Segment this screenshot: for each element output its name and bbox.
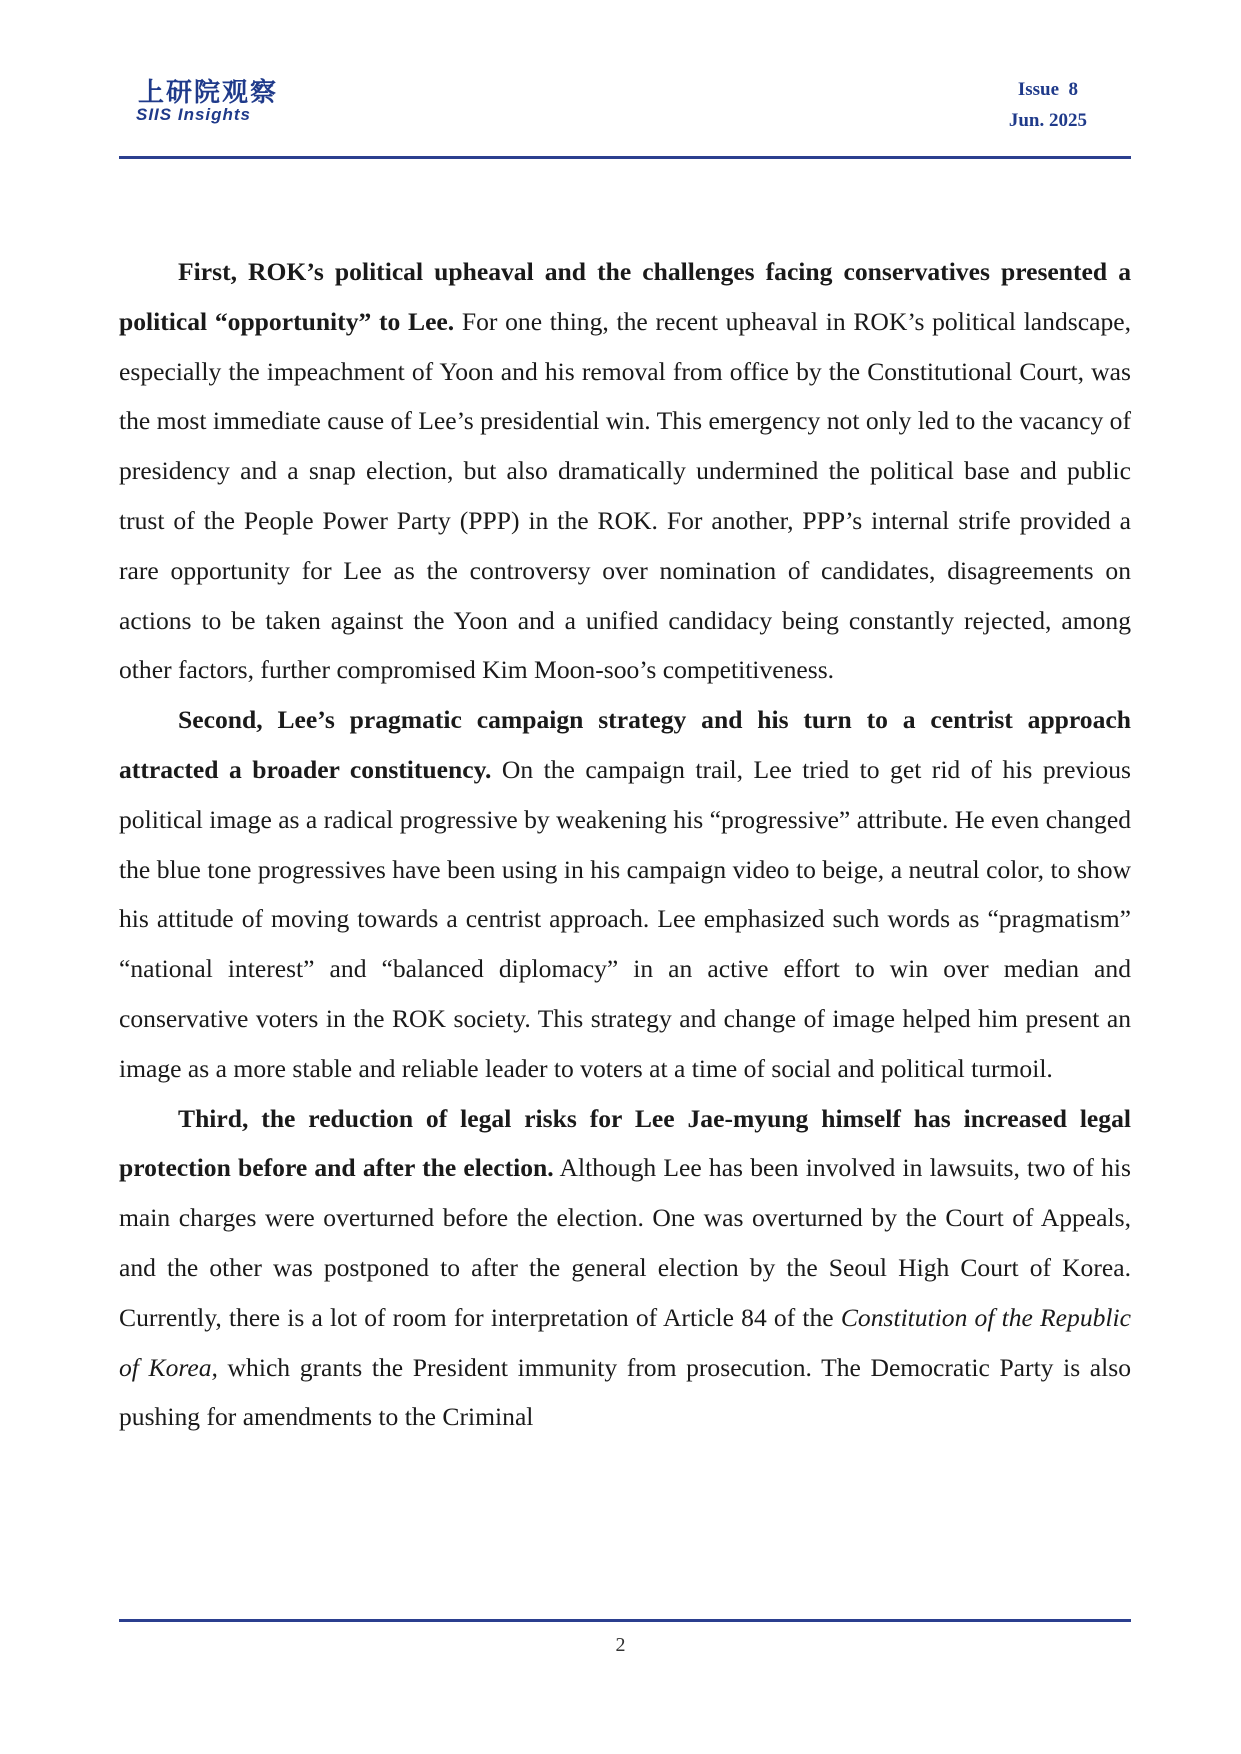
- logo-chinese: 上研院观察: [138, 78, 279, 108]
- paragraph-text: For one thing, the recent upheaval in ROK’s political landscape, especially the impeachment of Yoon and his removal from office by the Constitutional Court, was the most immediate cause of Lee’s presidential win. This emergency not only led to the vacancy of presidency and a snap election, but also dramatically undermined the political base and public trust of the People Power Party (PPP) in the ROK. For another, PPP’s internal strife provided a rare opportunity for Lee as the controversy over nomination of candidates, disagreements on actions to be taken against the Yoon and a unified candidacy being constantly rejected, among other factors, further compromised Kim Moon-soo’s competitiveness.: [119, 306, 1131, 685]
- paragraph-first: [119, 247, 1131, 695]
- paragraph-text: Although Lee has been involved in lawsuits, two of his main charges were overturned before the election. One was overturned by the Court of Appeals, and the other was postponed to after the general election by the Seoul High Court of Korea. Currently, there is a lot of room for interpretation of Article 84 of the: [119, 1153, 1132, 1332]
- issue-info: [1009, 74, 1087, 136]
- header-divider: [119, 156, 1131, 159]
- paragraph-text-tail: which grants the President immunity from prosecution. The Democratic Party is also pushing for amendments to the Criminal: [119, 1352, 1131, 1432]
- constitution-title: Constitution of the Republic of Korea,: [119, 1302, 1132, 1382]
- logo-english: SIIS Insights: [136, 105, 252, 124]
- paragraph-third: [119, 1094, 1131, 1443]
- issue-number: Issue 8: [1017, 79, 1079, 100]
- paragraph-lead: Third, the reduction of legal risks for Lee Jae-myung himself has increased legal protection before and after the election.: [119, 1103, 1131, 1183]
- paragraph-lead: First, ROK’s political upheaval and the challenges facing conservatives presented a political “opportunity” to Lee.: [119, 257, 1131, 336]
- article-body: [119, 247, 1131, 1442]
- page-number: 2: [615, 1634, 626, 1656]
- issue-date: Jun. 2025: [1008, 110, 1087, 131]
- footer-divider: [119, 1619, 1131, 1622]
- paragraph-lead: Second, Lee’s pragmatic campaign strategy and his turn to a centrist approach attracted a broader constituency.: [119, 705, 1131, 784]
- page-header: [120, 72, 1131, 162]
- paragraph-text: On the campaign trail, Lee tried to get rid of his previous political image as a radical progressive by weakening his “progressive” attribute. He even changed the blue tone progressives have been using in his campaign video to beige, a neutral color, to show his attitude of moving towards a centrist approach. Lee emphasized such words as “pragmatism” “national interest” and “balanced diplomacy” in an active effort to win over median and conservative voters in the ROK society. This strategy and change of image helped him present an image as a more stable and reliable leader to voters at a time of social and political turmoil.: [119, 754, 1131, 1083]
- paragraph-second: [119, 695, 1131, 1093]
